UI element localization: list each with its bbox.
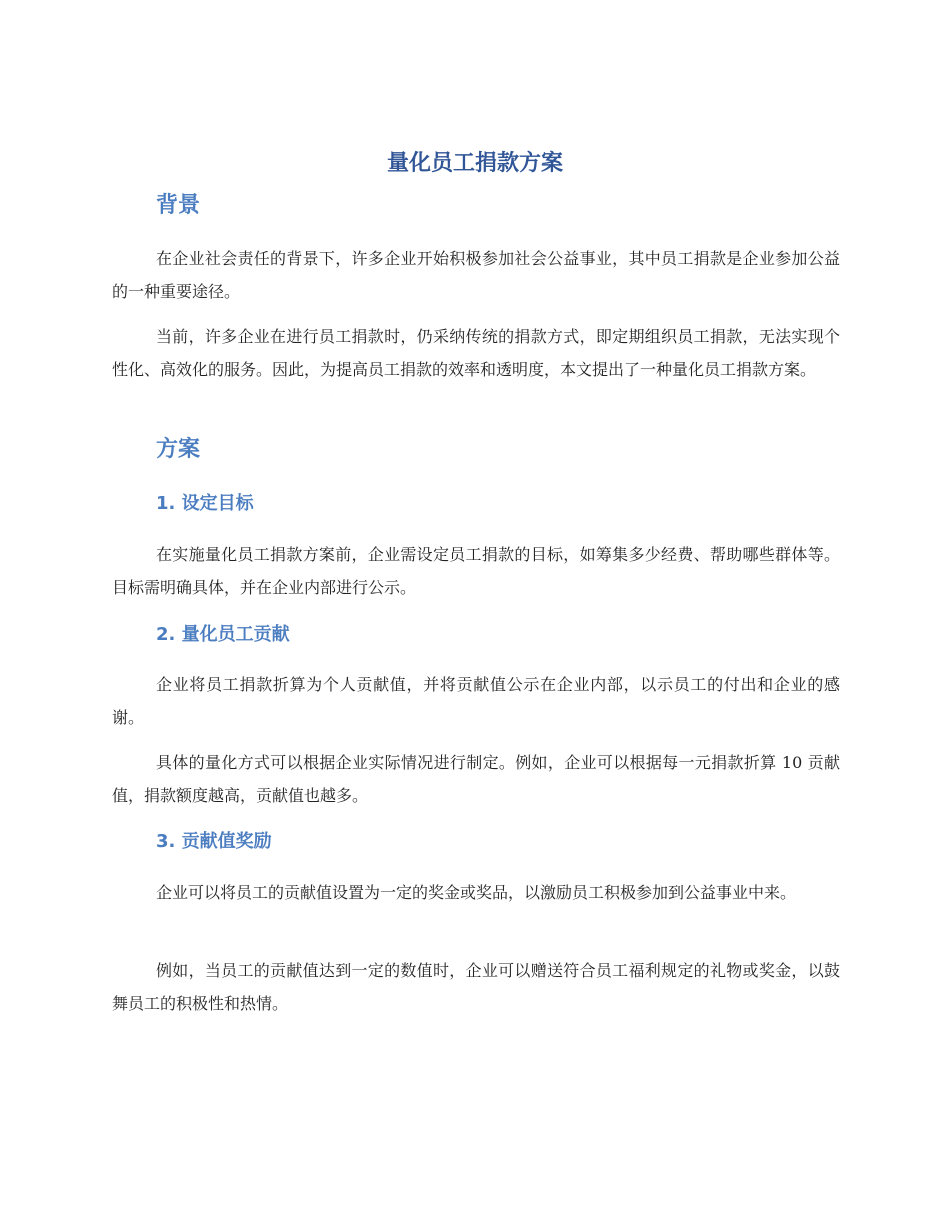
paragraph: 具体的量化方式可以根据企业实际情况进行制定。例如，企业可以根据每一元捐款折算 10 贡献值，捐款额度越高，贡献值也越多。 xyxy=(112,753,840,805)
paragraph: 企业将员工捐款折算为个人贡献值，并将贡献值公示在企业内部，以示员工的付出和企业的感谢。 xyxy=(112,675,840,727)
paragraph: 企业可以将员工的贡献值设置为一定的奖金或奖品，以激励员工积极参加到公益事业中来。 xyxy=(156,883,797,902)
subsection-heading-contribution-reward: 3. 贡献值奖励 xyxy=(156,831,272,852)
subsection-heading-quantify-contribution: 2. 量化员工贡献 xyxy=(156,624,290,645)
subsection-heading-set-goals: 1. 设定目标 xyxy=(156,493,254,514)
paragraph: 在实施量化员工捐款方案前，企业需设定员工捐款的目标，如筹集多少经费、帮助哪些群体等。目标需明确具体，并在企业内部进行公示。 xyxy=(112,545,840,597)
section-heading-background: 背景 xyxy=(156,193,201,218)
section-heading-plan: 方案 xyxy=(156,437,201,462)
document-title: 量化员工捐款方案 xyxy=(386,151,563,176)
paragraph: 在企业社会责任的背景下，许多企业开始积极参加社会公益事业，其中员工捐款是企业参加公益的一种重要途径。 xyxy=(112,249,840,301)
paragraph: 例如，当员工的贡献值达到一定的数值时，企业可以赠送符合员工福利规定的礼物或奖金，以鼓舞员工的积极性和热情。 xyxy=(112,961,840,1013)
paragraph: 当前，许多企业在进行员工捐款时，仍采纳传统的捐款方式，即定期组织员工捐款，无法实现个性化、高效化的服务。因此，为提高员工捐款的效率和透明度，本文提出了一种量化员工捐款方案。 xyxy=(112,327,840,379)
